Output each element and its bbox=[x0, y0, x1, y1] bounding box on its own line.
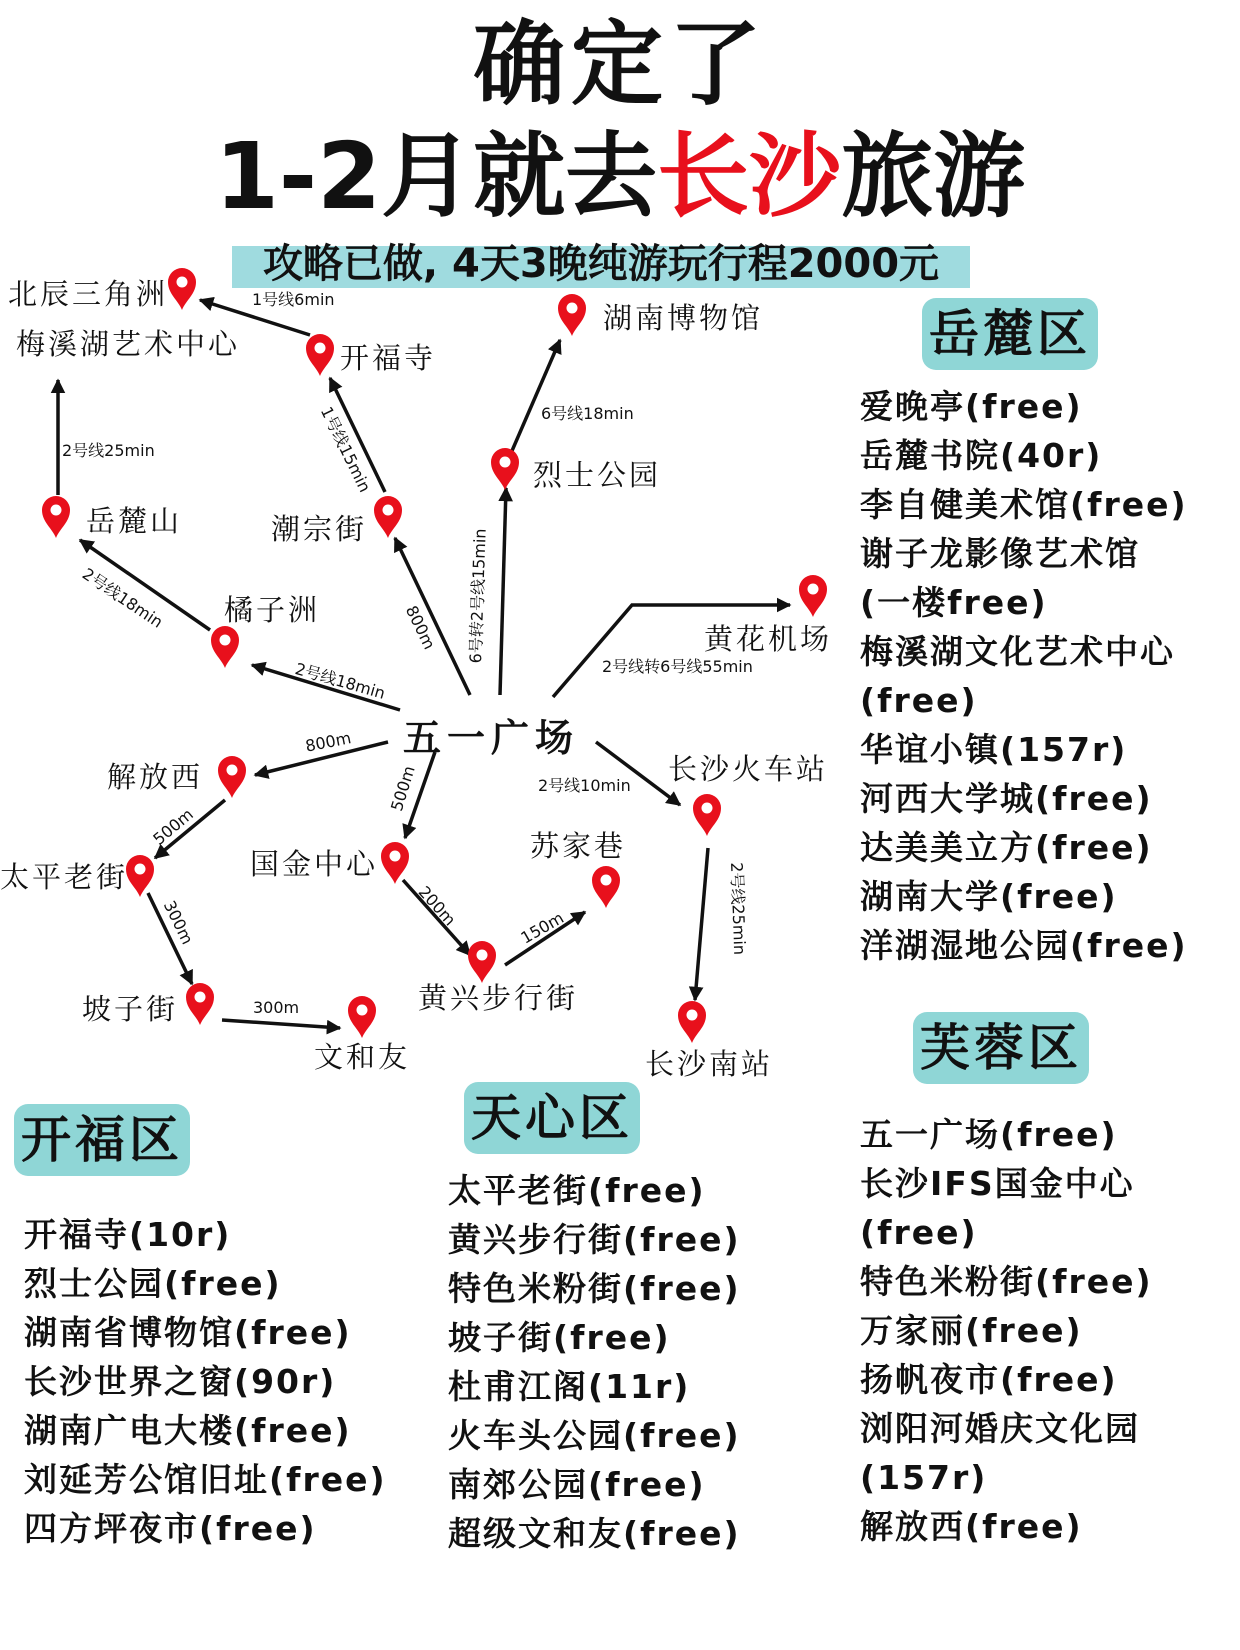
arrow-railway-south bbox=[695, 848, 708, 1000]
list-item: 特色米粉街(free) bbox=[448, 1269, 741, 1308]
route-hub-juzi: 2号线18min bbox=[293, 659, 388, 703]
node-airport: 黄花机场 bbox=[704, 622, 833, 656]
node-yuelushan: 岳麓山 bbox=[86, 504, 183, 538]
list-item: 开福寺(10r) bbox=[24, 1215, 232, 1254]
pin-jiefangxi-icon bbox=[218, 756, 246, 798]
node-railway: 长沙火车站 bbox=[668, 752, 829, 786]
arrow-hub-lieshi bbox=[500, 488, 506, 695]
pin-lieshi-icon bbox=[491, 448, 519, 490]
node-lieshi: 烈士公园 bbox=[533, 458, 662, 492]
list-item: 五一广场(free) bbox=[860, 1115, 1118, 1154]
route-kaifu-beichen: 1号线6min bbox=[252, 290, 335, 309]
pin-airport-icon bbox=[799, 575, 827, 617]
route-hub-guojin: 500m bbox=[387, 763, 419, 814]
list-item: 超级文和友(free) bbox=[448, 1514, 741, 1553]
route-pozi-wenhe: 300m bbox=[253, 998, 300, 1017]
list-item: 长沙世界之窗(90r) bbox=[24, 1362, 337, 1401]
list-item: 黄兴步行街(free) bbox=[448, 1220, 741, 1259]
pin-museum-icon bbox=[558, 294, 586, 336]
list-item: (157r) bbox=[860, 1458, 988, 1497]
route-hub-railway: 2号线10min bbox=[538, 776, 631, 795]
route-railway-south: 2号线25min bbox=[727, 861, 750, 956]
pin-yuelushan-icon bbox=[42, 496, 70, 538]
pin-pozijie-icon bbox=[186, 983, 214, 1025]
list-item: 岳麓书院(40r) bbox=[860, 436, 1103, 475]
list-item: 华谊小镇(157r) bbox=[860, 730, 1128, 769]
node-meixi: 梅溪湖艺术中心 bbox=[16, 327, 241, 361]
node-sujiaxiang: 苏家巷 bbox=[530, 829, 627, 863]
route-huangxing-sujia: 150m bbox=[517, 908, 567, 948]
pin-railway-icon bbox=[693, 794, 721, 836]
badge-tianxin-district: 天心区 bbox=[464, 1082, 640, 1154]
list-kaifu bbox=[24, 1210, 387, 1553]
node-kaifusi: 开福寺 bbox=[340, 341, 437, 375]
list-item: 解放西(free) bbox=[860, 1507, 1083, 1546]
list-item: 湖南大学(free) bbox=[860, 877, 1118, 916]
node-juzizhou: 橘子洲 bbox=[224, 593, 321, 627]
node-wenheyou: 文和友 bbox=[314, 1040, 411, 1074]
list-item: 太平老街(free) bbox=[448, 1171, 706, 1210]
list-item: 扬帆夜市(free) bbox=[860, 1360, 1118, 1399]
route-hub-lieshi: 6号转2号线15min bbox=[466, 528, 490, 664]
route-hub-chaozong: 800m bbox=[401, 602, 440, 653]
list-item: 爱晚亭(free) bbox=[860, 387, 1083, 426]
node-taiping: 太平老街 bbox=[0, 860, 129, 894]
list-item: 南郊公园(free) bbox=[448, 1465, 706, 1504]
route-taiping-pozi: 300m bbox=[159, 897, 198, 948]
node-pozijie: 坡子街 bbox=[82, 992, 179, 1026]
list-item: 谢子龙影像艺术馆 bbox=[860, 534, 1140, 573]
route-hub-jiefang: 800m bbox=[303, 728, 353, 756]
list-item: 梅溪湖文化艺术中心 bbox=[860, 632, 1175, 671]
hub-wuyi-square: 五一广场 bbox=[403, 716, 580, 760]
list-furong bbox=[860, 1110, 1153, 1551]
pin-huangxing-icon bbox=[468, 941, 496, 983]
badge-furong-district: 芙蓉区 bbox=[913, 1012, 1089, 1084]
list-item: (free) bbox=[860, 681, 978, 720]
route-lieshi-museum: 6号线18min bbox=[541, 404, 634, 423]
route-juzi-yuelu: 2号线18min bbox=[78, 564, 167, 632]
pin-wenheyou-icon bbox=[348, 996, 376, 1038]
list-item: 火车头公园(free) bbox=[448, 1416, 741, 1455]
node-huangxing: 黄兴步行街 bbox=[418, 981, 579, 1015]
list-tianxin bbox=[448, 1166, 741, 1558]
list-item: 长沙IFS国金中心 bbox=[860, 1164, 1135, 1203]
route-hub-airport: 2号线转6号线55min bbox=[602, 657, 753, 676]
list-item: 河西大学城(free) bbox=[860, 779, 1153, 818]
list-item: 四方坪夜市(free) bbox=[24, 1509, 317, 1548]
route-jiefang-taiping: 500m bbox=[149, 804, 197, 849]
pin-beichen-icon bbox=[168, 268, 196, 310]
node-museum: 湖南博物馆 bbox=[603, 301, 764, 335]
pin-kaifusi-icon bbox=[306, 334, 334, 376]
subtitle: 攻略已做, 4天3晚纯游玩行程2000元 bbox=[262, 241, 940, 287]
list-item: 万家丽(free) bbox=[860, 1311, 1083, 1350]
route-chaozong-kaifu: 1号线15min bbox=[316, 403, 375, 496]
route-guojin-huangxing: 200m bbox=[414, 882, 460, 930]
list-yuelu bbox=[860, 382, 1188, 970]
list-item: 浏阳河婚庆文化园 bbox=[860, 1409, 1140, 1448]
pin-chaozong-icon bbox=[374, 496, 402, 538]
title-part-a: 1-2月就去 bbox=[214, 123, 658, 230]
list-item: 湖南广电大楼(free) bbox=[24, 1411, 352, 1450]
arrow-pozi-wenhe bbox=[222, 1020, 340, 1028]
badge-yuelu-district: 岳麓区 bbox=[922, 298, 1098, 370]
list-item: 刘延芳公馆旧址(free) bbox=[24, 1460, 387, 1499]
title-part-b: 旅游 bbox=[841, 123, 1026, 230]
arrow-lieshi-museum bbox=[508, 340, 560, 460]
pin-sujiaxiang-icon bbox=[592, 866, 620, 908]
list-item: 达美美立方(free) bbox=[860, 828, 1153, 867]
pin-juzizhou-icon bbox=[211, 626, 239, 668]
node-guojin: 国金中心 bbox=[250, 847, 379, 881]
pin-taiping-icon bbox=[126, 855, 154, 897]
list-item: 烈士公园(free) bbox=[24, 1264, 282, 1303]
pin-guojin-icon bbox=[381, 842, 409, 884]
route-yuelu-meixi: 2号线25min bbox=[62, 441, 155, 460]
list-item: (一楼free) bbox=[860, 583, 1048, 622]
title-city-highlight: 长沙 bbox=[657, 123, 842, 230]
node-beichen: 北辰三角洲 bbox=[8, 277, 169, 311]
node-south: 长沙南站 bbox=[645, 1047, 774, 1081]
list-item: 湖南省博物馆(free) bbox=[24, 1313, 352, 1352]
node-jiefangxi: 解放西 bbox=[107, 760, 204, 794]
list-item: 李自健美术馆(free) bbox=[860, 485, 1188, 524]
title-line-1: 确定了 bbox=[472, 11, 767, 118]
badge-kaifu-district: 开福区 bbox=[14, 1104, 190, 1176]
list-item: 坡子街(free) bbox=[448, 1318, 671, 1357]
list-item: 洋湖湿地公园(free) bbox=[860, 926, 1188, 965]
list-item: 杜甫江阁(11r) bbox=[448, 1367, 691, 1406]
node-chaozong: 潮宗街 bbox=[271, 512, 368, 546]
pin-south-icon bbox=[678, 1001, 706, 1043]
list-item: 特色米粉街(free) bbox=[860, 1262, 1153, 1301]
list-item: (free) bbox=[860, 1213, 978, 1252]
